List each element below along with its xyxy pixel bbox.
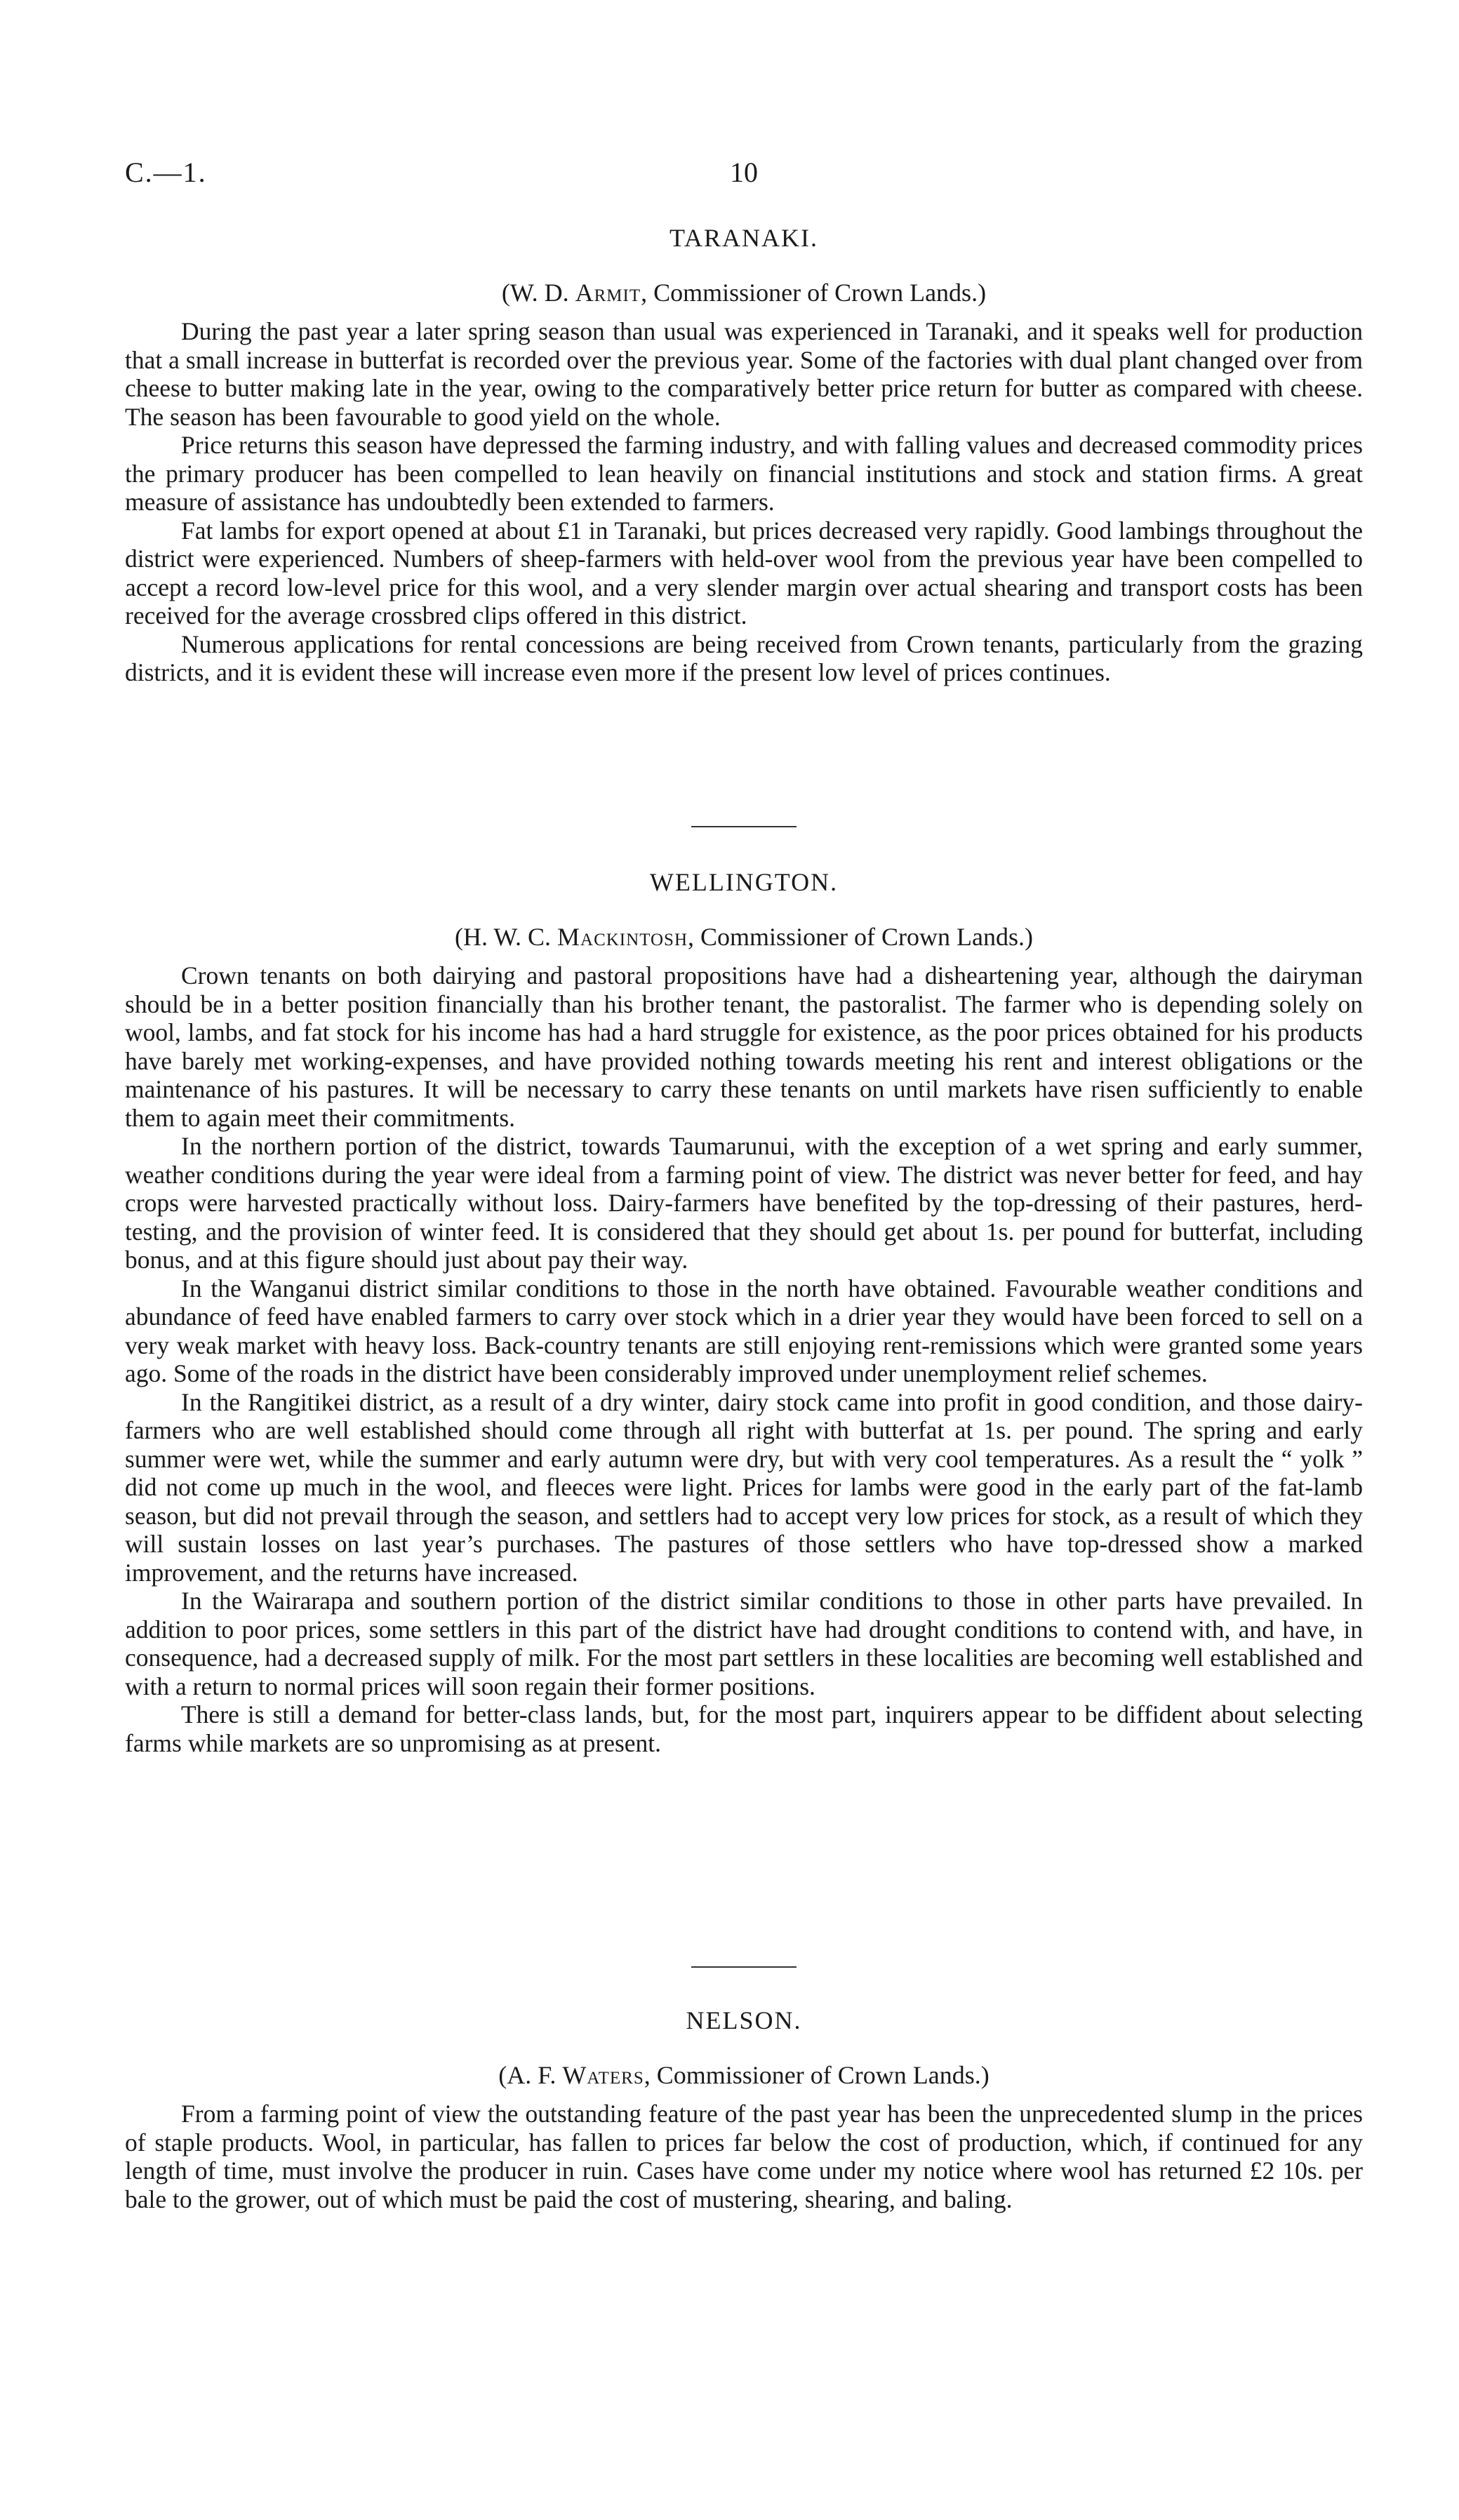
section-divider (125, 826, 1363, 827)
section-byline (125, 922, 1363, 952)
page-header (125, 156, 1363, 198)
paragraph: Crown tenants on both dairying and pastoral propositions have had a disheartening year, although the dairyman should be in a better position financially than his brother tenant, the pastoralist. The farmer who is depending solely on wool, lambs, and fat stock for his income has had a hard struggle for existence, as the poor prices obtained for his products have barely met working-expenses, and have provided nothing towards meeting his rent and interest obligations or the maintenance of his pastures. It will be necessary to carry these tenants on until markets have risen sufficiently to enable them to again meet their commitments. (125, 961, 1363, 1132)
paragraph: Fat lambs for export opened at about £1 in Taranaki, but prices decreased very rapidly. Good lambings throughout the district were experienced. Numbers of sheep-farmers with held-over wool from the previous year have been compelled to accept a record low-level price for this wool, and a very slender margin over actual shearing and transport costs has been received for the average crossbred clips offered in this district. (125, 516, 1363, 629)
byline-initials: (A. F. (498, 2061, 563, 2089)
byline-initials: (W. D. (501, 279, 575, 307)
section-title: WELLINGTON. (649, 868, 839, 896)
paragraph: In the Rangitikei district, as a result of a dry winter, dairy stock came into profit in good condition, and those dairy-farmers who are well established should come through all right with butterfat at 1s. per pound. The spring and early summer were wet, while the summer and early autumn were dry, but with very cool temperatures. As a result the “ yolk ” did not come up much in the wool, and fleeces were light. Prices for lambs were good in the early part of the fat-lamb season, but did not prevail through the season, and settlers had to accept very low prices for stock, as a result of which they will sustain losses on last year’s purchases. The pastures of those settlers who have top-dressed show a marked improvement, and the returns have increased. (125, 1387, 1363, 1587)
page-number: 10 (730, 156, 758, 188)
section-byline (125, 2060, 1363, 2090)
paragraph: In the Wairarapa and southern portion of the district similar conditions to those in other parts have prevailed. In addition to poor prices, some settlers in this part of the district have had drought conditions to contend with, and have, in consequence, had a decreased supply of milk. For the most part settlers in these localities are becoming well established and with a return to normal prices will soon regain their former positions. (125, 1587, 1363, 1700)
byline-title: , Commissioner of Crown Lands.) (644, 2061, 990, 2089)
paragraph: During the past year a later spring season than usual was experienced in Taranaki, and it speaks well for production that a small increase in butterfat is recorded over the previous year. Some of the factories with dual plant changed over from cheese to butter making late in the year, owing to the comparatively better price return for butter as compared with cheese. The season has been favourable to good yield on the whole. (125, 317, 1363, 431)
byline-name: Mackintosh (557, 923, 688, 951)
divider-rule (691, 826, 797, 827)
paragraph: Price returns this season have depressed the farming industry, and with falling values and decreased commodity prices the primary producer has been compelled to lean heavily on financial institutions and stock and station firms. A great measure of assistance has undoubtedly been extended to farmers. (125, 431, 1363, 516)
paragraph: From a farming point of view the outstanding feature of the past year has been the unprecedented slump in the prices of staple products. Wool, in particular, has fallen to prices far below the cost of production, which, if continued for any length of time, must involve the producer in ruin. Cases have come under my notice where wool has returned £2 10s. per bale to the grower, out of which must be paid the cost of mustering, shearing, and baling. (125, 2100, 1363, 2213)
byline-title: , Commissioner of Crown Lands.) (641, 279, 987, 307)
section-wellington (125, 867, 1363, 1757)
divider-rule (691, 1966, 797, 1968)
document-reference: C.—1. (125, 156, 207, 188)
byline-name: Armit (575, 279, 641, 307)
section-title: TARANAKI. (669, 224, 819, 252)
paragraph: In the Wanganui district similar conditions to those in the north have obtained. Favourable weather conditions and abundance of feed have enabled farmers to carry over stock which in a drier year they would have been forced to sell on a very weak market with heavy loss. Back-country tenants are still enjoying rent-remissions which were granted some years ago. Some of the roads in the district have been considerably improved under unemployment relief schemes. (125, 1274, 1363, 1387)
paragraph: There is still a demand for better-class lands, but, for the most part, inquirers appear to be diffident about selecting farms while markets are so unpromising as at present. (125, 1700, 1363, 1757)
paragraph: In the northern portion of the district, towards Taumarunui, with the exception of a wet spring and early summer, weather conditions during the year were ideal from a farming point of view. The district was never better for feed, and hay crops were harvested practically without loss. Dairy-farmers have benefited by the top-dressing of their pastures, herd-testing, and the provision of winter feed. It is considered that they should get about 1s. per pound for butterfat, including bonus, and at this figure should just about pay their way. (125, 1132, 1363, 1274)
section-divider (125, 1966, 1363, 1968)
byline-title: , Commissioner of Crown Lands.) (688, 923, 1033, 951)
section-taranaki (125, 223, 1363, 687)
section-byline (125, 278, 1363, 307)
section-title: NELSON. (686, 2006, 802, 2034)
byline-initials: (H. W. C. (454, 923, 558, 951)
byline-name: Waters (562, 2061, 644, 2089)
paragraph: Numerous applications for rental concessions are being received from Crown tenants, particularly from the grazing districts, and it is evident these will increase even more if the present low level of prices continues. (125, 629, 1363, 686)
section-nelson (125, 2006, 1363, 2213)
